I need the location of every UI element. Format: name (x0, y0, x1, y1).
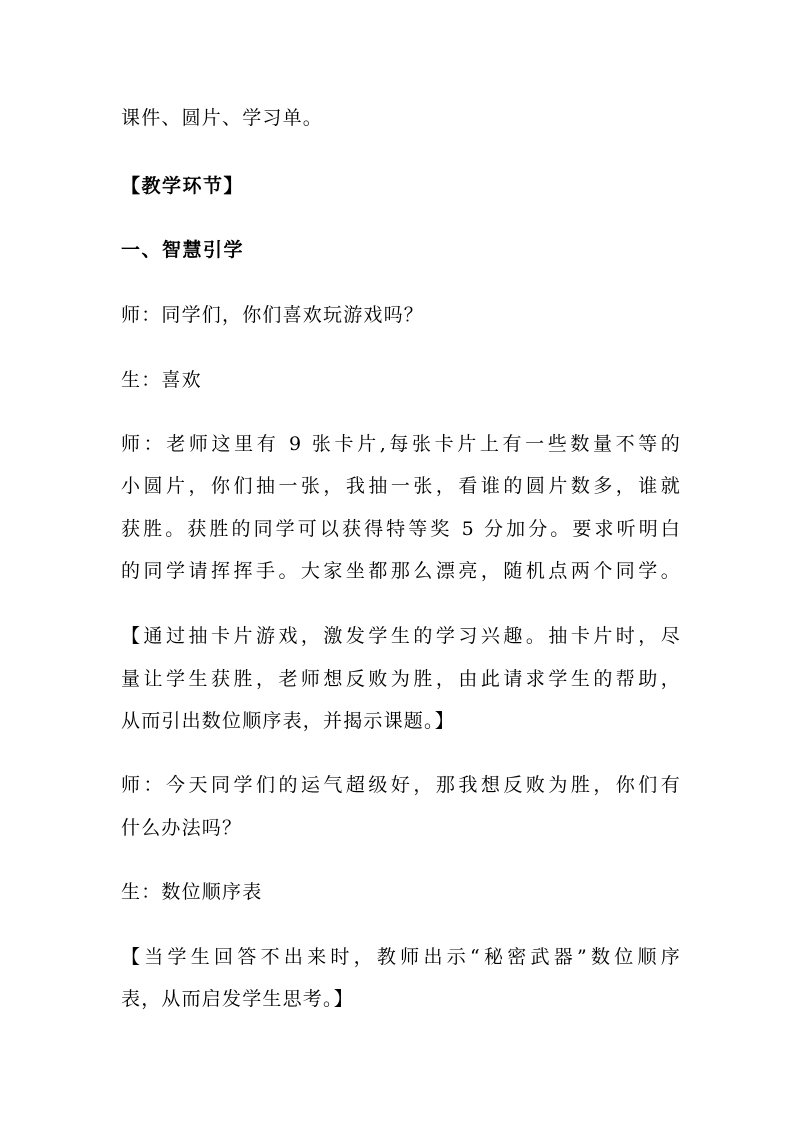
section-heading: 【教学环节】 (121, 175, 245, 197)
sub-heading: 一、智慧引学 (121, 239, 245, 261)
note1-line-2: 量让学生获胜，老师想反败为胜，由此请求学生的帮助， (121, 668, 681, 690)
teacher-instruction-line-2: 小圆片，你们抽一张，我抽一张，看谁的圆片数多，谁就 (121, 475, 681, 497)
teacher-instruction-line-1: 师：老师这里有 9 张卡片,每张卡片上有一些数量不等的 (121, 433, 681, 455)
note1-line-3: 从而引出数位顺序表，并揭示课题。】 (121, 710, 455, 732)
materials-line: 课件、圆片、学习单。 (121, 107, 324, 129)
teacher-question-line-2: 什么办法吗？ (121, 817, 243, 839)
dialogue-teacher-line: 师：同学们，你们喜欢玩游戏吗？ (121, 304, 425, 326)
note2-line-2: 表，从而启发学生思考。】 (121, 988, 354, 1010)
note1-line-1: 【通过抽卡片游戏，激发学生的学习兴趣。抽卡片时，尽 (121, 625, 681, 647)
student-answer-line: 生：数位顺序表 (121, 881, 263, 903)
teacher-question-line-1: 师：今天同学们的运气超级好，那我想反败为胜，你们有 (121, 774, 681, 796)
teacher-instruction-line-4: 的同学请挥挥手。大家坐都那么漂亮，随机点两个同学。 (121, 560, 681, 582)
teacher-instruction-line-3: 获胜。获胜的同学可以获得特等奖 5 分加分。要求听明白 (121, 518, 681, 540)
dialogue-student-line: 生：喜欢 (121, 369, 202, 391)
note2-line-1: 【当学生回答不出来时，教师出示“秘密武器”数位顺序 (121, 946, 681, 968)
